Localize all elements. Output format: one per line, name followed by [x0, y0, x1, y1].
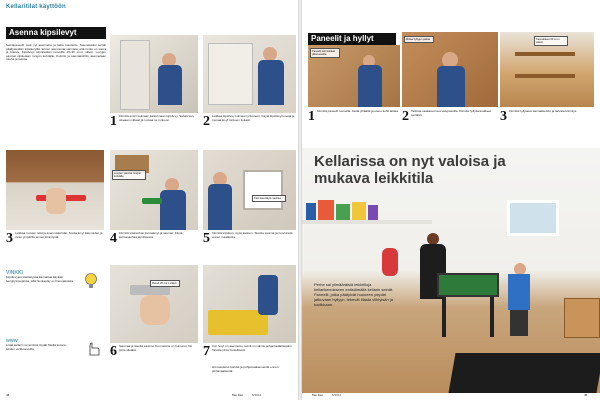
- panel-bubble-3: Kannakkeet 60 cm:n välein: [534, 36, 568, 46]
- step-text-4: Kiinnitä sisänurkan kulmalevyt ja saumat. Käytä kulmanauhaa tarvittaessa.: [119, 231, 183, 239]
- panel-step-number-2: 2: [402, 109, 409, 124]
- photo-step-1: [110, 35, 198, 113]
- right-footer-issue: 9/2012: [332, 393, 342, 397]
- panel-step-text-2: Tarkista vaakasuoruus vatupassilla. Kiinnitä hyllykannakkeet seinään.: [411, 109, 492, 117]
- step-text-6: Saumaa ja tasoita saumat. Kun tasoite on kuivunut, hio pinta sileäksi.: [119, 344, 193, 352]
- step-text-7: Kun levyt on asennettu, seinä on valmis pohjamaalattavaksi. Tasoita pinta huolellisesti.: [212, 344, 293, 352]
- www-text: Lisää kellarin remontista löydät Meillä kotona -lehden verkkosivuilta.: [6, 343, 68, 351]
- photo-panel-2: [402, 32, 498, 107]
- tip-box: [6, 270, 104, 326]
- step-number-1: 1: [110, 114, 117, 129]
- photo-step-7: [203, 265, 296, 343]
- www-label: www: [6, 338, 18, 344]
- step-number-7: 7: [203, 344, 210, 359]
- step-number-5: 5: [203, 231, 210, 246]
- feature-title: Kellarissa on nyt valoisa ja mukava leikkitila: [314, 153, 506, 187]
- right-title-bar: Paneelit ja hyllyt: [308, 33, 396, 45]
- left-footer-issue: 9/2012: [252, 393, 262, 397]
- panel-step-text-3: Kiinnitä hyllytasot kannakkeisiin ja tarkista kiinnitys.: [509, 109, 578, 113]
- left-title-bar: Asenna kipsilevyt: [6, 27, 106, 39]
- left-page-number: 44: [6, 393, 10, 397]
- photo-step-3: [6, 150, 104, 230]
- step-text-1: Kiinnitä ensin kulmaan kattorimaan kipsilevy. Sahaa levy oikeaan mittaan ja ruuvaa se runkoon.: [119, 114, 194, 122]
- panel-step-number-3: 3: [500, 109, 507, 124]
- feature-lead-text: Perhe sai ylimääräisiä leikkitiloja kellarikerrokseen entisöimällä kellarin seinät. Paneelit, jotka päätyivät huoneen ympäri jatkuvaan hyllyyn, tekevät tilasta viihtyisän ja kodikkaan.: [314, 282, 394, 307]
- section-header: Kellaritilat käyttöön: [6, 4, 66, 10]
- photo-step-2: [203, 35, 296, 113]
- right-page: [302, 0, 600, 400]
- right-page-number: 45: [584, 393, 588, 397]
- panel-step-text-1: Kiinnitä paneelit ruuveilla. Aloita ylhäältä ja etene kohti lattiaa.: [317, 109, 399, 113]
- photo-step-6: [110, 265, 198, 343]
- left-intro-text: Seinäpaneelit ovat nyt asennettu ja lattia tasoitettu. Seuraavaksi seinät päällystetään kipsilevyillä. Ennen asennusta varmista, että runko on suora ja tukeva. Kipsilevyt kiinnitetään ruuveilla 20–30 cm:n välein. Levyjen saumat sijoitetaan rungon kohdalle. Kulmiin ja saumakohtiin asennetaan nauha ja tasoite.: [6, 43, 106, 62]
- annotation-bubble-3: Ruuvit 20 cm:n välein: [150, 280, 180, 287]
- step-text-3: Leikkaa ruuvien reiät ja asennuskohdat. Sovita levyt ikkunoiden ja ovien ympärille ennen kiinnitystä.: [15, 231, 103, 239]
- panel-step-number-1: 1: [308, 109, 315, 124]
- photo-step-4: [110, 150, 198, 230]
- step-text-2: Leikkaa kipsilevy kolmeen pituuteen. Käytä kipsilevyruuveja ja ruuvaa levyt runkoon tiukasti.: [212, 114, 295, 122]
- tip-label: VINKKI: [6, 270, 23, 276]
- lightbulb-icon: [84, 272, 98, 290]
- step-number-4: 4: [110, 231, 117, 246]
- annotation-bubble-2: Kulmissa käytä nauhaa: [252, 195, 286, 202]
- step-text-5: Kiinnitä kipsilevy myös kattoon. Tasoita saumat ja ruuvinreiät ennen maalausta.: [212, 231, 293, 239]
- step-text-8: Hio tasoitetut kohdat ja pohjamaalaa seinät ennen pintamaalausta.: [212, 365, 279, 373]
- panel-bubble-2: Mittaa hyllyjen paikat: [404, 36, 434, 43]
- tip-text: Kipsilevyjen käsittelyssä kannattaa käyttää hengityssuojainta, sillä hiontapöly on hienojakoista.: [6, 275, 74, 283]
- step-number-6: 6: [110, 344, 117, 359]
- right-footer-mag: Tee Itse: [312, 393, 323, 397]
- photo-step-5: [203, 150, 296, 230]
- left-footer-mag: Tee Itse: [232, 393, 243, 397]
- panel-bubble-1: Paneelit kiinnitetään piiloruuveilla: [310, 48, 340, 58]
- annotation-bubble-1: Levyjen saumat rungon kohdalle: [112, 170, 146, 180]
- www-box: [6, 338, 104, 378]
- hand-pointer-icon: [86, 340, 100, 356]
- left-page: [0, 0, 298, 400]
- step-number-3: 3: [6, 231, 13, 246]
- step-number-2: 2: [203, 114, 210, 129]
